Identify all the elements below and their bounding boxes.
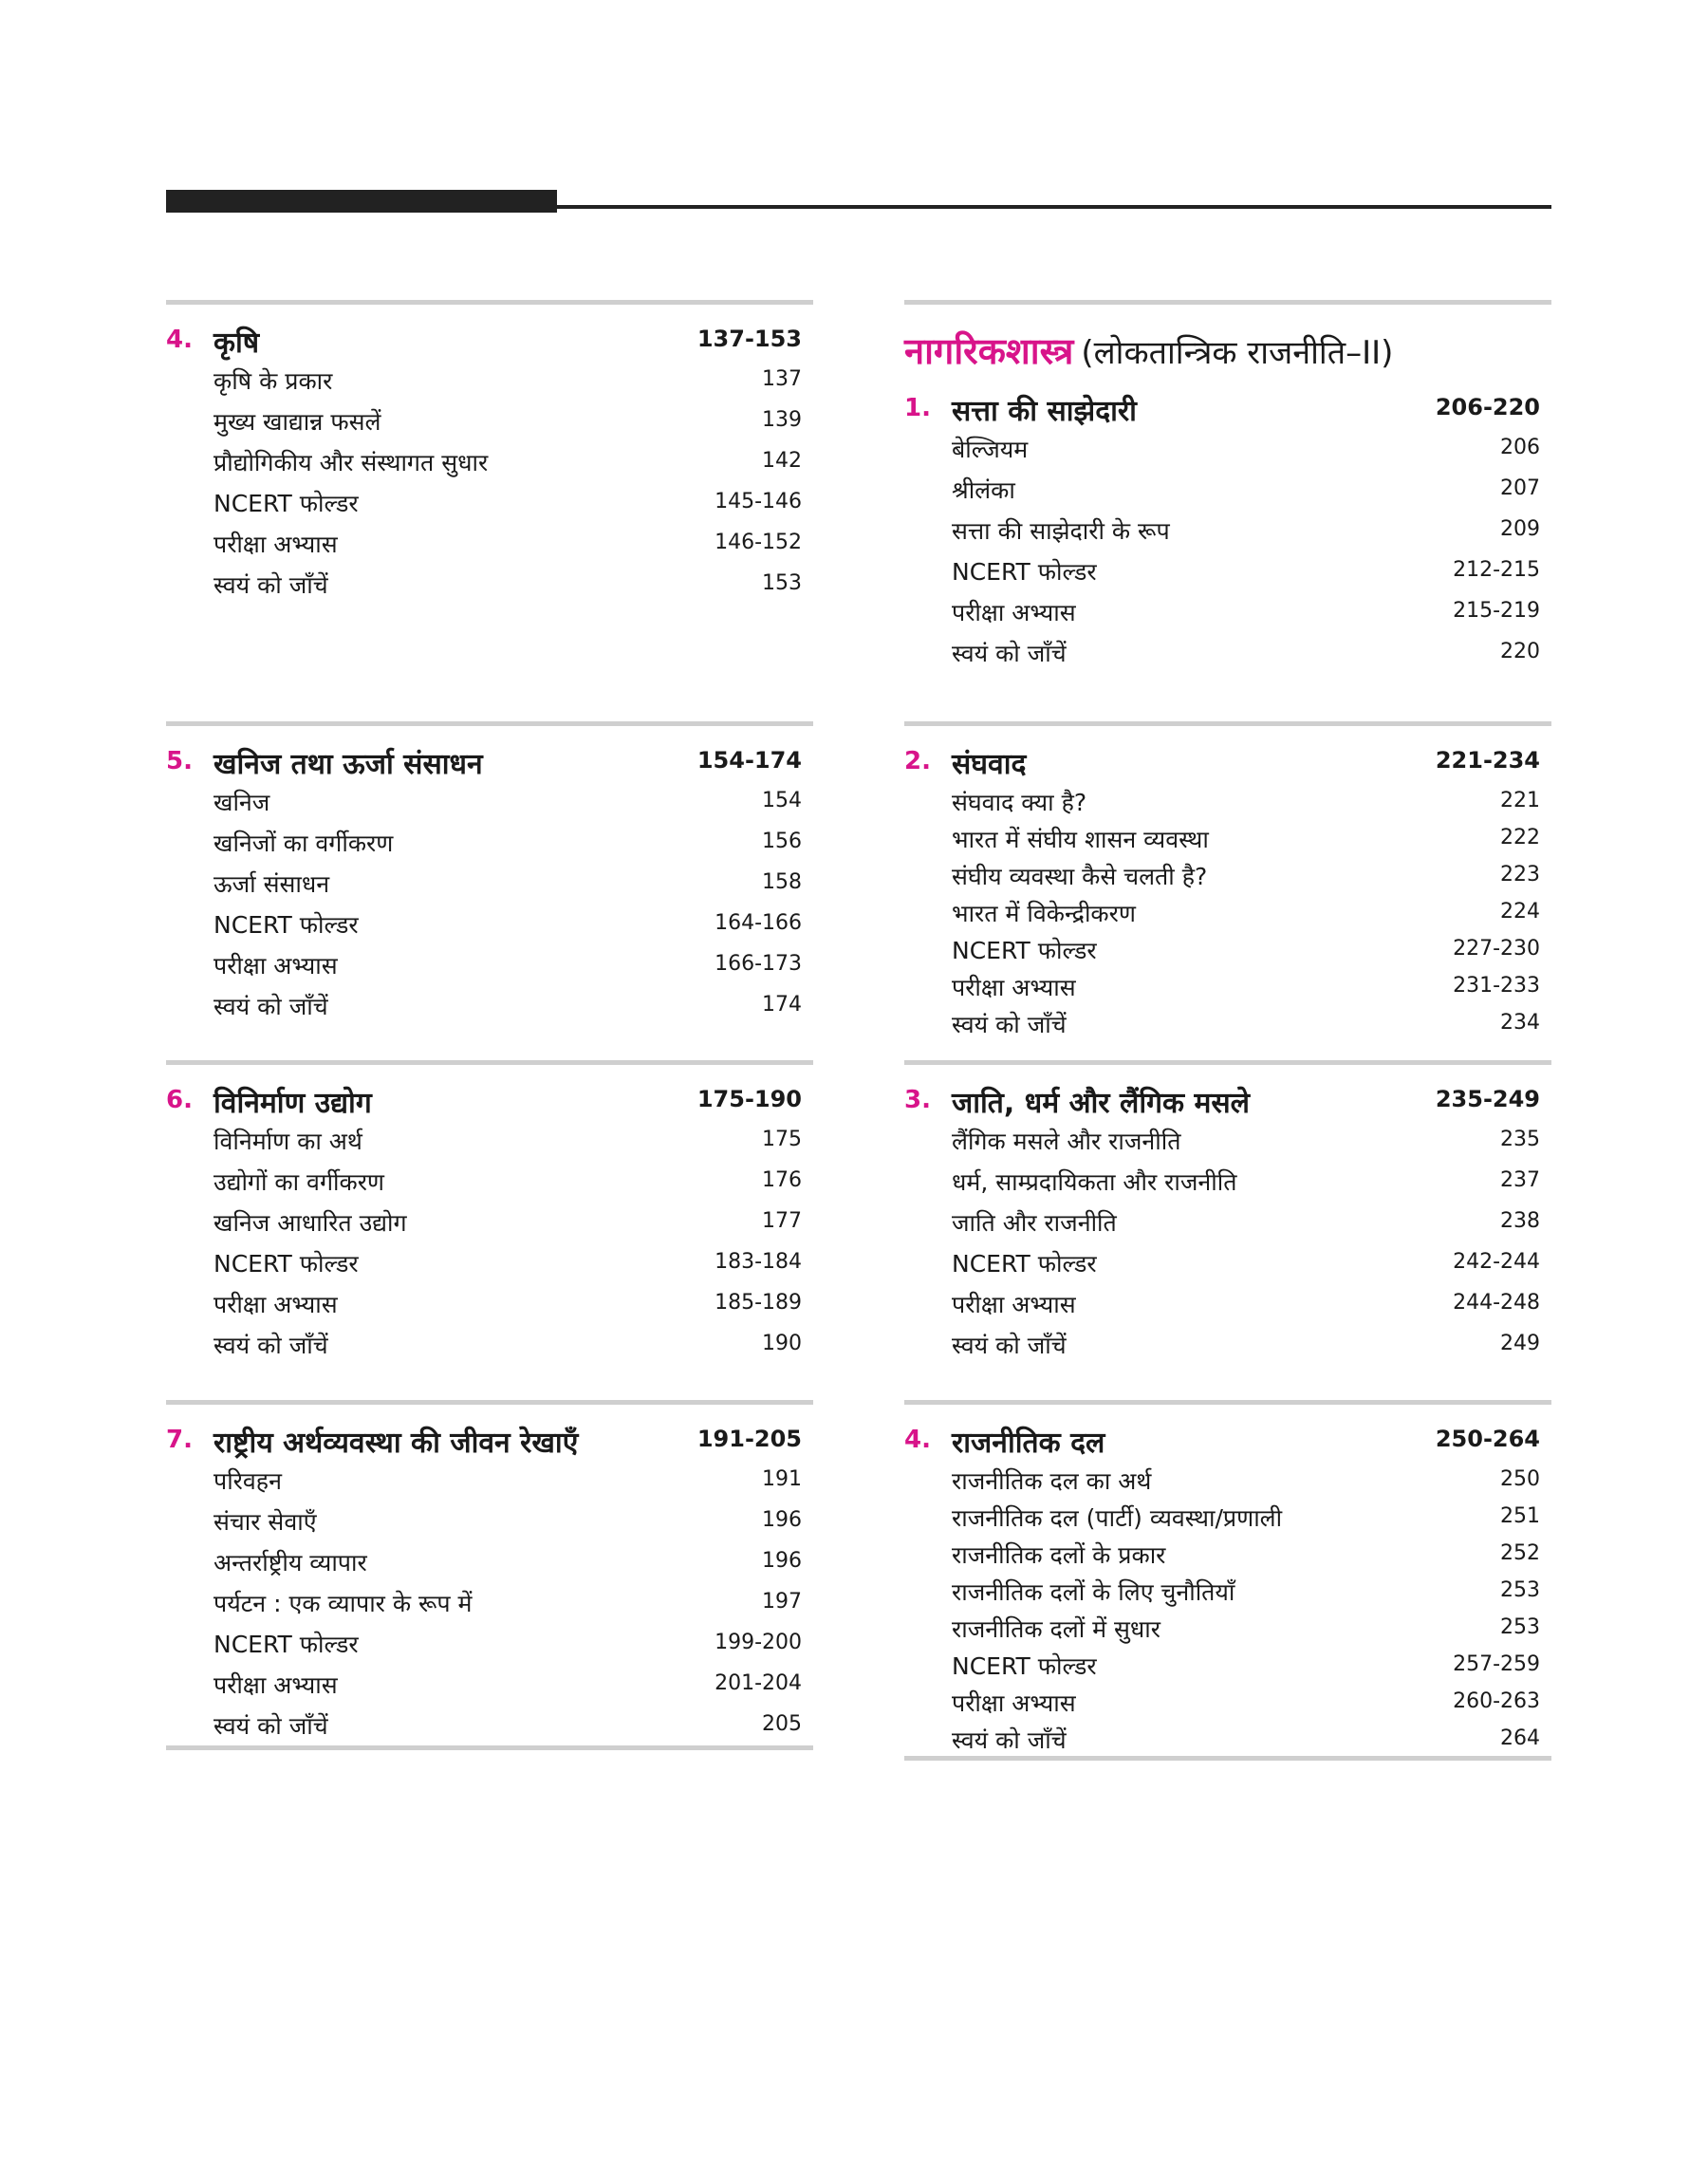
entry-label: लैंगिक मसले और राजनीति: [952, 1128, 1181, 1155]
entry-page: 201-204: [715, 1671, 802, 1695]
toc-section: [166, 1400, 813, 1750]
entry-page: 190: [762, 1332, 802, 1355]
entry-page: 253: [1500, 1578, 1540, 1602]
entry-page: 206: [1500, 436, 1540, 459]
toc-entry[interactable]: [214, 1460, 813, 1501]
entry-page: 209: [1500, 517, 1540, 541]
section-title: राजनीतिक दल: [952, 1427, 1105, 1460]
toc-entry[interactable]: [214, 1161, 813, 1202]
entry-label: भारत में संघीय शासन व्यवस्था: [952, 826, 1209, 853]
entry-page: 238: [1500, 1209, 1540, 1233]
section-title: खनिज तथा ऊर्जा संसाधन: [214, 748, 483, 781]
toc-entry[interactable]: [952, 818, 1551, 855]
toc-entry[interactable]: [952, 1202, 1551, 1242]
toc-entry[interactable]: [952, 510, 1551, 550]
section-title: कृषि: [214, 327, 260, 360]
entry-label: राजनीतिक दलों के प्रकार: [952, 1541, 1166, 1569]
toc-entry[interactable]: [214, 863, 813, 904]
entry-page: 191: [762, 1467, 802, 1491]
toc-entry[interactable]: [214, 1242, 813, 1283]
entry-label: स्वयं को जाँचें: [214, 1712, 328, 1740]
toc-entry[interactable]: [952, 632, 1551, 673]
entry-label: NCERT फोल्डर: [214, 1250, 359, 1278]
subject-title: नागरिकशास्त्र: [904, 330, 1074, 372]
entry-label: विनिर्माण का अर्थ: [214, 1128, 362, 1155]
entry-label: परिवहन: [214, 1467, 282, 1495]
entry-page: 197: [762, 1590, 802, 1614]
entry-label: राजनीतिक दल (पार्टी) व्यवस्था/प्रणाली: [952, 1504, 1283, 1532]
toc-entry[interactable]: [952, 428, 1551, 469]
entry-label: परीक्षा अभ्यास: [952, 1291, 1076, 1318]
toc-section: [166, 721, 813, 1026]
entry-label: श्रीलंका: [952, 476, 1015, 504]
toc-entry[interactable]: [214, 564, 813, 605]
toc-entry[interactable]: [214, 985, 813, 1026]
toc-section: [166, 300, 813, 605]
entry-page: 250: [1500, 1467, 1540, 1491]
subject-subtitle: (लोकतान्त्रिक राजनीति–II): [1081, 334, 1394, 372]
entry-label: मुख्य खाद्यान्न फसलें: [214, 408, 381, 436]
section-pages: 206-220: [1435, 394, 1540, 420]
section-pages: 191-205: [696, 1426, 802, 1452]
toc-entry[interactable]: [952, 966, 1551, 1003]
section-number: 6.: [166, 1086, 193, 1114]
toc-entry[interactable]: [952, 892, 1551, 929]
entry-page: 183-184: [715, 1250, 802, 1274]
entry-label: संघीय व्यवस्था कैसे चलती है?: [952, 863, 1208, 890]
toc-entry[interactable]: [952, 1682, 1551, 1719]
section-number: 2.: [904, 747, 931, 775]
entry-label: स्वयं को जाँचें: [214, 993, 328, 1020]
entry-page: 174: [762, 993, 802, 1017]
entry-label: उद्योगों का वर्गीकरण: [214, 1168, 384, 1196]
toc-entry[interactable]: [952, 1571, 1551, 1608]
entry-page: 257-259: [1453, 1652, 1540, 1676]
entry-page: 137: [762, 367, 802, 391]
toc-entry[interactable]: [214, 1202, 813, 1242]
entry-label: खनिज: [214, 789, 270, 816]
entry-page: 196: [762, 1508, 802, 1532]
subject-heading: [904, 326, 1393, 375]
entry-label: NCERT फोल्डर: [952, 558, 1097, 586]
toc-entry[interactable]: [214, 944, 813, 985]
entry-label: खनिज आधारित उद्योग: [214, 1209, 407, 1237]
toc-entry[interactable]: [952, 1719, 1551, 1756]
entry-page: 227-230: [1453, 937, 1540, 961]
toc-entry[interactable]: [214, 441, 813, 482]
section-heading[interactable]: [166, 1082, 813, 1120]
entry-page: 196: [762, 1549, 802, 1573]
section-title: राष्ट्रीय अर्थव्यवस्था की जीवन रेखाएँ: [214, 1427, 579, 1460]
toc-entry[interactable]: [952, 1608, 1551, 1645]
entry-label: स्वयं को जाँचें: [952, 1011, 1067, 1038]
toc-entry[interactable]: [214, 822, 813, 863]
section-title: सत्ता की साझेदारी: [952, 395, 1137, 428]
toc-entry[interactable]: [952, 469, 1551, 510]
toc-section: [904, 1060, 1551, 1365]
entry-label: स्वयं को जाँचें: [952, 1726, 1067, 1754]
toc-entry[interactable]: [214, 401, 813, 441]
toc-entry[interactable]: [214, 1705, 813, 1745]
entry-label: स्वयं को जाँचें: [952, 1332, 1067, 1359]
entry-page: 264: [1500, 1726, 1540, 1750]
entry-page: 222: [1500, 826, 1540, 849]
section-heading[interactable]: [904, 1082, 1551, 1120]
entry-page: 145-146: [715, 490, 802, 513]
entry-page: 166-173: [715, 952, 802, 976]
entry-page: 251: [1500, 1504, 1540, 1528]
entry-page: 158: [762, 870, 802, 894]
section-heading[interactable]: [904, 1422, 1551, 1460]
entry-label: संघवाद क्या है?: [952, 789, 1087, 816]
entry-page: 185-189: [715, 1291, 802, 1315]
toc-entry[interactable]: [952, 1645, 1551, 1682]
section-title: जाति, धर्म और लैंगिक मसले: [952, 1087, 1251, 1120]
entry-page: 252: [1500, 1541, 1540, 1565]
toc-entry[interactable]: [952, 1534, 1551, 1571]
entry-page: 212-215: [1453, 558, 1540, 582]
toc-entry[interactable]: [214, 1501, 813, 1541]
section-number: 4.: [166, 326, 193, 354]
header-rule-thin: [557, 205, 1551, 209]
entry-label: ऊर्जा संसाधन: [214, 870, 330, 898]
section-heading[interactable]: [904, 390, 1551, 428]
toc-entry[interactable]: [214, 1283, 813, 1324]
section-number: 7.: [166, 1426, 193, 1454]
entry-label: स्वयं को जाँचें: [214, 571, 328, 599]
toc-entry[interactable]: [214, 523, 813, 564]
entry-page: 199-200: [715, 1631, 802, 1654]
entry-page: 142: [762, 449, 802, 473]
entry-label: परीक्षा अभ्यास: [214, 952, 338, 980]
section-number: 1.: [904, 394, 931, 422]
subject-header-block: [904, 300, 1551, 673]
entry-label: NCERT फोल्डर: [952, 937, 1097, 964]
section-heading[interactable]: [166, 743, 813, 781]
entry-label: NCERT फोल्डर: [214, 490, 359, 517]
section-pages: 175-190: [696, 1086, 802, 1112]
entry-page: 205: [762, 1712, 802, 1736]
toc-entry[interactable]: [952, 855, 1551, 892]
entry-page: 215-219: [1453, 599, 1540, 623]
section-heading[interactable]: [166, 322, 813, 360]
toc-entry[interactable]: [952, 929, 1551, 966]
toc-entry[interactable]: [952, 1324, 1551, 1365]
entry-page: 207: [1500, 476, 1540, 500]
entry-label: NCERT फोल्डर: [214, 1631, 359, 1658]
entry-label: राजनीतिक दलों में सुधार: [952, 1615, 1160, 1643]
toc-entry[interactable]: [214, 904, 813, 944]
entry-label: प्रौद्योगिकीय और संस्थागत सुधार: [214, 449, 489, 476]
entry-label: स्वयं को जाँचें: [214, 1332, 328, 1359]
entry-label: कृषि के प्रकार: [214, 367, 333, 395]
toc-entry[interactable]: [214, 360, 813, 401]
toc-section: [166, 1060, 813, 1365]
entry-page: 177: [762, 1209, 802, 1233]
section-pages: 154-174: [696, 747, 802, 774]
entry-label: पर्यटन : एक व्यापार के रूप में: [214, 1590, 473, 1617]
entry-page: 156: [762, 830, 802, 853]
entry-page: 235: [1500, 1128, 1540, 1151]
entry-label: NCERT फोल्डर: [952, 1652, 1097, 1680]
toc-entry[interactable]: [214, 1664, 813, 1705]
entry-page: 223: [1500, 863, 1540, 886]
section-number: 3.: [904, 1086, 931, 1114]
header-rule-thick: [166, 190, 557, 213]
entry-page: 244-248: [1453, 1291, 1540, 1315]
entry-page: 153: [762, 571, 802, 595]
entry-label: परीक्षा अभ्यास: [952, 599, 1076, 626]
entry-page: 175: [762, 1128, 802, 1151]
section-number: 4.: [904, 1426, 931, 1454]
toc-entry[interactable]: [952, 1497, 1551, 1534]
entry-page: 221: [1500, 789, 1540, 812]
toc-entry[interactable]: [214, 1582, 813, 1623]
toc-entry[interactable]: [952, 781, 1551, 818]
entry-page: 234: [1500, 1011, 1540, 1035]
section-pages: 235-249: [1435, 1086, 1540, 1112]
toc-entry[interactable]: [952, 1161, 1551, 1202]
section-heading[interactable]: [904, 743, 1551, 781]
entry-label: स्वयं को जाँचें: [952, 640, 1067, 667]
entry-label: परीक्षा अभ्यास: [214, 531, 338, 558]
entry-label: NCERT फोल्डर: [214, 911, 359, 939]
entry-label: भारत में विकेन्द्रीकरण: [952, 900, 1136, 927]
section-title: विनिर्माण उद्योग: [214, 1087, 372, 1120]
toc-entry[interactable]: [952, 1460, 1551, 1497]
entry-label: परीक्षा अभ्यास: [952, 974, 1076, 1001]
entry-label: NCERT फोल्डर: [952, 1250, 1097, 1278]
entry-label: अन्तर्राष्ट्रीय व्यापार: [214, 1549, 367, 1577]
toc-section: [904, 1400, 1551, 1761]
entry-page: 154: [762, 789, 802, 812]
entry-page: 253: [1500, 1615, 1540, 1639]
entry-label: राजनीतिक दल का अर्थ: [952, 1467, 1152, 1495]
toc-entry[interactable]: [952, 1283, 1551, 1324]
entry-label: बेल्जियम: [952, 436, 1029, 463]
entry-label: परीक्षा अभ्यास: [214, 1671, 338, 1699]
section-title: संघवाद: [952, 748, 1027, 781]
section-number: 5.: [166, 747, 193, 775]
entry-page: 164-166: [715, 911, 802, 935]
toc-section: [904, 721, 1551, 1040]
toc-entry[interactable]: [952, 1003, 1551, 1040]
entry-page: 237: [1500, 1168, 1540, 1192]
entry-label: सत्ता की साझेदारी के रूप: [952, 517, 1170, 545]
toc-entry[interactable]: [952, 1120, 1551, 1161]
entry-label: संचार सेवाएँ: [214, 1508, 317, 1536]
entry-page: 220: [1500, 640, 1540, 663]
toc-entry[interactable]: [952, 1242, 1551, 1283]
toc-entry[interactable]: [214, 1623, 813, 1664]
entry-page: 139: [762, 408, 802, 432]
section-pages: 250-264: [1435, 1426, 1540, 1452]
toc-entry[interactable]: [214, 1541, 813, 1582]
entry-page: 224: [1500, 900, 1540, 924]
toc-entry[interactable]: [952, 550, 1551, 591]
entry-label: खनिजों का वर्गीकरण: [214, 830, 394, 857]
toc-entry[interactable]: [214, 1120, 813, 1161]
entry-label: परीक्षा अभ्यास: [214, 1291, 338, 1318]
entry-page: 260-263: [1453, 1689, 1540, 1713]
entry-label: जाति और राजनीति: [952, 1209, 1117, 1237]
toc-entry[interactable]: [214, 482, 813, 523]
section-heading[interactable]: [166, 1422, 813, 1460]
entry-label: परीक्षा अभ्यास: [952, 1689, 1076, 1717]
entry-page: 231-233: [1453, 974, 1540, 998]
entry-label: धर्म, साम्प्रदायिकता और राजनीति: [952, 1168, 1237, 1196]
entry-page: 146-152: [715, 531, 802, 554]
entry-page: 242-244: [1453, 1250, 1540, 1274]
toc-entry[interactable]: [214, 1324, 813, 1365]
section-pages: 137-153: [696, 326, 802, 352]
entry-page: 249: [1500, 1332, 1540, 1355]
toc-entry[interactable]: [214, 781, 813, 822]
section-pages: 221-234: [1435, 747, 1540, 774]
entry-label: राजनीतिक दलों के लिए चुनौतियाँ: [952, 1578, 1235, 1606]
toc-entry[interactable]: [952, 591, 1551, 632]
entry-page: 176: [762, 1168, 802, 1192]
